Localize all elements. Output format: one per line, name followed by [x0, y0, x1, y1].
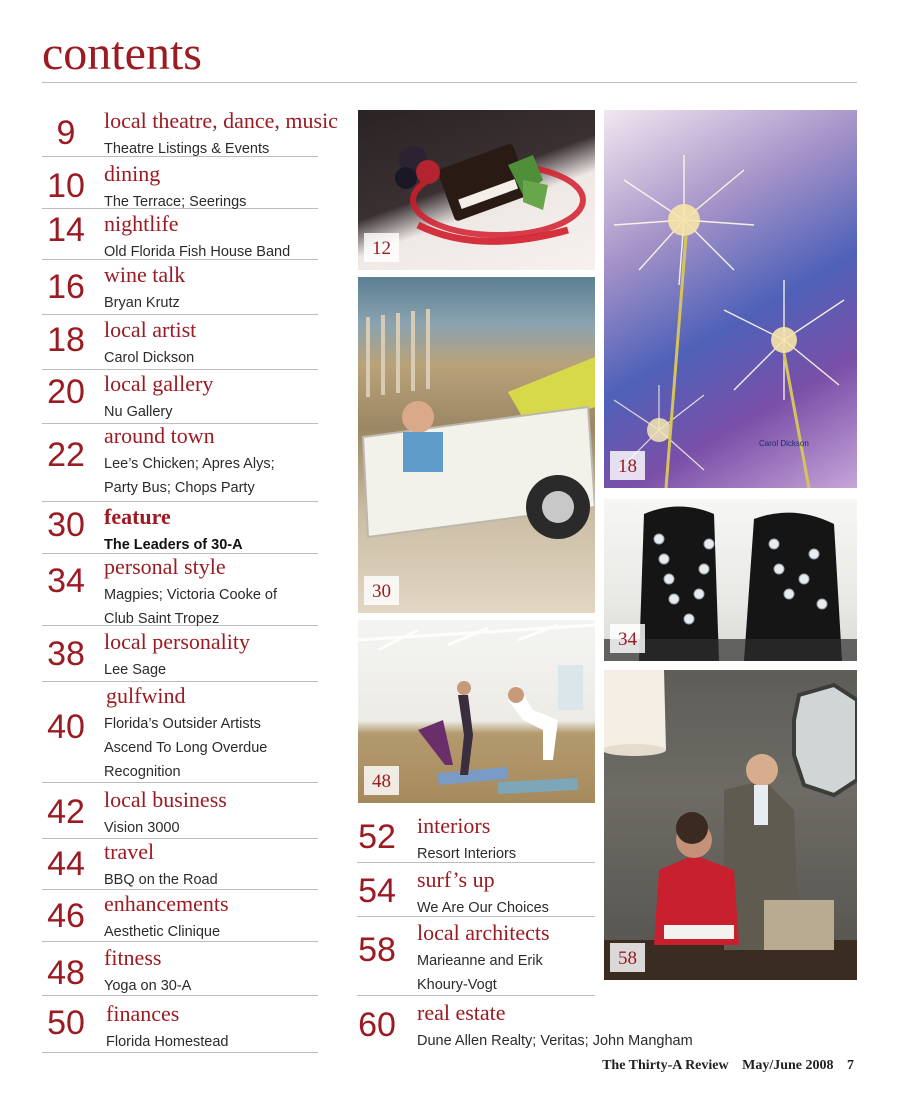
section-description: Bryan Krutz [104, 295, 180, 311]
photo-architects[interactable] [604, 670, 857, 980]
section-description [104, 452, 275, 500]
toc-entry[interactable] [42, 213, 318, 260]
section-description [104, 712, 267, 784]
section-title: nightlife [104, 211, 179, 236]
section-description: Carol Dickson [104, 350, 195, 366]
section-description [417, 949, 543, 997]
photo-yoga[interactable] [358, 620, 595, 803]
photo-jeep[interactable] [358, 277, 595, 613]
page-number: 50 [47, 1004, 85, 1042]
toc-entry[interactable] [357, 869, 595, 917]
page-number: 30 [47, 506, 85, 544]
description-line: Party Bus; Chops Party [104, 480, 255, 496]
section-title: interiors [417, 813, 491, 838]
page-number: 54 [358, 872, 396, 910]
section-description: Resort Interiors [417, 846, 517, 862]
section-title: around town [104, 423, 215, 448]
toc-entry[interactable] [42, 893, 318, 942]
section-description: The Leaders of 30-A [104, 537, 243, 553]
description-line: Florida’s Outsider Artists [104, 716, 261, 732]
page-number: 20 [47, 373, 85, 411]
section-title: feature [104, 504, 171, 529]
title-divider [42, 82, 857, 83]
section-description: Nu Gallery [104, 404, 173, 420]
magazine-name: The Thirty-A Review [602, 1058, 729, 1073]
description-line: Club Saint Tropez [104, 611, 220, 627]
toc-entry[interactable] [42, 264, 318, 315]
toc-entry[interactable] [357, 922, 595, 996]
section-description: Aesthetic Clinique [104, 924, 221, 940]
toc-entry[interactable] [42, 425, 318, 502]
toc-entry[interactable] [42, 841, 318, 890]
description-line: Khoury-Vogt [417, 977, 497, 993]
section-description: BBQ on the Road [104, 872, 218, 888]
section-title: real estate [417, 1000, 506, 1025]
section-title: local artist [104, 317, 197, 342]
photo-page-tag: 58 [610, 943, 645, 972]
page-number: 58 [358, 931, 396, 969]
toc-entry[interactable] [357, 1000, 693, 1052]
photo-page-tag: 30 [364, 576, 399, 605]
photo-page-tag: 12 [364, 233, 399, 262]
description-line: Lee’s Chicken; Apres Alys; [104, 456, 275, 472]
folio-number: 7 [847, 1058, 854, 1073]
description-line: Recognition [104, 764, 181, 780]
section-title: fitness [104, 945, 162, 970]
section-title: travel [104, 839, 155, 864]
section-title: local architects [417, 920, 550, 945]
section-description: The Terrace; Seerings [104, 194, 247, 210]
svg-text:Carol Dickson: Carol Dickson [759, 439, 809, 448]
page-number: 46 [47, 897, 85, 935]
photo-necklaces[interactable] [604, 499, 857, 661]
section-description: Vision 3000 [104, 820, 180, 836]
jeep-illustration [358, 277, 595, 613]
section-title: surf’s up [417, 867, 495, 892]
toc-entry[interactable] [42, 947, 318, 996]
page-number: 44 [47, 845, 85, 883]
section-title: dining [104, 161, 161, 186]
page-number: 34 [47, 562, 85, 600]
page-number: 18 [47, 321, 85, 359]
toc-entry[interactable] [357, 815, 595, 863]
toc-entry[interactable] [42, 685, 318, 783]
toc-entry[interactable] [42, 108, 338, 157]
description-line: Ascend To Long Overdue [104, 740, 268, 756]
photo-dessert[interactable] [358, 110, 595, 270]
section-title: enhancements [104, 891, 229, 916]
page-footer [592, 1058, 854, 1074]
page-number: 48 [47, 954, 85, 992]
issue-date: May/June 2008 [742, 1058, 834, 1073]
section-title: personal style [104, 554, 226, 579]
architects-illustration [604, 670, 857, 980]
photo-page-tag: 48 [364, 766, 399, 795]
section-title: local theatre, dance, music [104, 108, 338, 133]
section-title: local business [104, 787, 227, 812]
dandelion-illustration [604, 110, 857, 488]
toc-entry[interactable] [42, 631, 318, 682]
section-title: local personality [104, 629, 251, 654]
toc-entry[interactable] [42, 373, 318, 424]
page-number: 22 [47, 436, 85, 474]
section-description: Dune Allen Realty; Veritas; John Mangham [417, 1033, 693, 1049]
section-description: Theatre Listings & Events [104, 141, 270, 157]
page-number: 10 [47, 167, 85, 205]
page-number: 40 [47, 708, 85, 746]
toc-entry[interactable] [42, 319, 318, 370]
page-number: 38 [47, 635, 85, 673]
toc-entry[interactable] [42, 556, 318, 626]
page-number: 42 [47, 793, 85, 831]
section-description: Old Florida Fish House Band [104, 244, 291, 260]
toc-entry[interactable] [42, 506, 318, 554]
page-title: contents [42, 27, 202, 80]
page-number: 60 [358, 1006, 396, 1044]
section-description: Yoga on 30-A [104, 978, 192, 994]
section-title: local gallery [104, 371, 214, 396]
section-description: Florida Homestead [106, 1034, 229, 1050]
photo-dandelions[interactable] [604, 110, 857, 488]
photo-page-tag: 18 [610, 451, 645, 480]
toc-entry[interactable] [42, 789, 318, 839]
section-description: We Are Our Choices [417, 900, 549, 916]
section-description: Lee Sage [104, 662, 167, 678]
section-description [104, 583, 277, 631]
description-line: Marieanne and Erik [417, 953, 543, 969]
page-number: 9 [56, 114, 76, 152]
page-number: 16 [47, 268, 85, 306]
page-number: 52 [358, 818, 396, 856]
section-title: gulfwind [106, 683, 186, 708]
toc-entry[interactable] [42, 1003, 318, 1053]
toc-entry[interactable] [42, 163, 318, 209]
page-number: 14 [47, 211, 85, 249]
description-line: Magpies; Victoria Cooke of [104, 587, 278, 603]
section-title: finances [106, 1001, 180, 1026]
section-title: wine talk [104, 262, 186, 287]
photo-page-tag: 34 [610, 624, 645, 653]
